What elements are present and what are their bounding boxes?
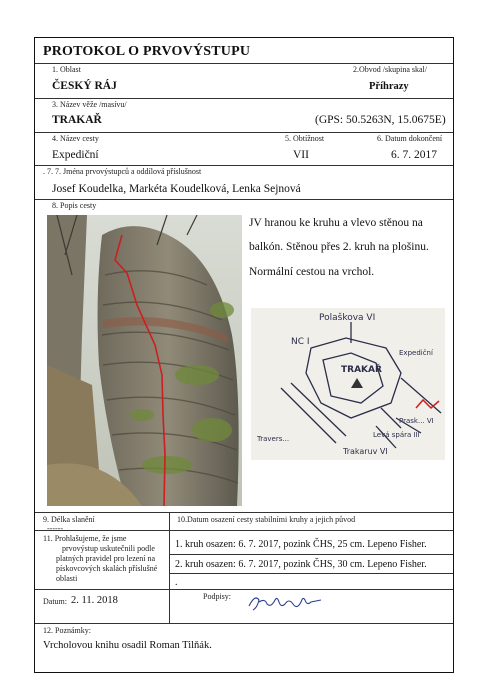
kruh-row: . xyxy=(175,577,178,588)
obtiznost-label: 5. Obtížnost xyxy=(285,134,325,143)
divider xyxy=(169,573,453,574)
datum-value: 2. 11. 2018 xyxy=(71,595,118,606)
prohlaseni-line: platných pravidel pro lezení na xyxy=(56,554,156,563)
divider xyxy=(35,589,453,590)
poznamky-label: 12. Poznámky: xyxy=(43,626,91,635)
obvod-label: 2.Obvod /skupina skal/ xyxy=(353,65,427,74)
sketch-label: Polaškova VI xyxy=(319,313,376,323)
divider xyxy=(35,63,453,64)
prvovystupci-label: . 7. 7. Jména prvovýstupců a oddílová příslušnost xyxy=(43,167,202,176)
prohlaseni-line: prvovýstup uskutečnili podle xyxy=(62,544,155,553)
divider xyxy=(35,165,453,166)
kruhy-label: 10.Datum osazení cesty stabilními kruhy a jejich původ xyxy=(177,515,356,524)
divider xyxy=(35,132,453,133)
oblast-value: ČESKÝ RÁJ xyxy=(52,80,117,92)
oblast-label: 1. Oblast xyxy=(52,65,81,74)
delka-slaneni-value: ------ xyxy=(47,524,63,533)
popis-line-1: JV hranou ke kruhu a vlevo stěnou na xyxy=(249,217,423,229)
podpis-label: Podpisy: xyxy=(203,592,232,601)
form-title: PROTOKOL O PRVOVÝSTUPU xyxy=(43,44,251,59)
obvod-value: Příhrazy xyxy=(369,81,409,92)
popis-label: 8. Popis cesty xyxy=(52,201,97,210)
sketch-label: Trakaruv VI xyxy=(343,447,388,456)
kruh-row: 2. kruh osazen: 6. 7. 2017, pozink ČHS, 30 cm. Lepeno Fisher. xyxy=(175,559,427,570)
cesta-label: 4. Název cesty xyxy=(52,134,99,143)
divider xyxy=(169,554,453,555)
popis-line-3: Normální cestou na vrchol. xyxy=(249,266,375,278)
divider xyxy=(35,512,453,513)
sketch-label: TRAKAŘ xyxy=(341,365,382,375)
sketch-label: Prask... VI xyxy=(399,417,434,425)
sketch-label: Expediční xyxy=(399,349,433,357)
datum-dokonceni-label: 6. Datum dokončení xyxy=(377,134,443,143)
divider xyxy=(169,512,170,600)
datum-label: Datum: xyxy=(43,597,67,606)
popis-line-2: balkón. Stěnou přes 2. kruh na plošinu. xyxy=(249,241,429,253)
delka-slaneni-label: 9. Délka slanění xyxy=(43,515,95,524)
gps-value: (GPS: 50.5263N, 15.0675E) xyxy=(315,114,446,126)
kruh-row: 1. kruh osazen: 6. 7. 2017, pozink ČHS, 25 cm. Lepeno Fisher. xyxy=(175,539,427,550)
prohlaseni-line: pískovcových skalách příslušné xyxy=(56,564,158,573)
divider xyxy=(35,530,453,531)
sketch-label: Levá spára III xyxy=(373,431,420,439)
rock-photo-drawing xyxy=(47,215,242,506)
prohlaseni-line: oblasti xyxy=(56,574,78,583)
divider xyxy=(35,199,453,200)
poznamky-value: Vrcholovou knihu osadil Roman Tilňák. xyxy=(43,640,212,651)
divider xyxy=(169,589,170,623)
route-sketch xyxy=(251,308,445,460)
vez-value: TRAKAŘ xyxy=(52,114,102,126)
prvovystupci-value: Josef Koudelka, Markéta Koudelková, Lenka Sejnová xyxy=(52,183,301,195)
prohlaseni-line: 11. Prohlašujeme, že jsme xyxy=(43,534,127,543)
divider xyxy=(35,98,453,99)
rock-photo xyxy=(47,215,242,506)
vez-label: 3. Název věže /masívu/ xyxy=(52,100,127,109)
sketch-label: NC I xyxy=(291,337,310,347)
cesta-value: Expediční xyxy=(52,149,99,161)
signature xyxy=(245,590,325,614)
obtiznost-value: VII xyxy=(293,149,309,161)
datum-dokonceni-value: 6. 7. 2017 xyxy=(391,149,437,161)
sketch-label: Travers... xyxy=(257,435,290,443)
divider xyxy=(35,623,453,624)
protocol-form xyxy=(34,37,454,673)
